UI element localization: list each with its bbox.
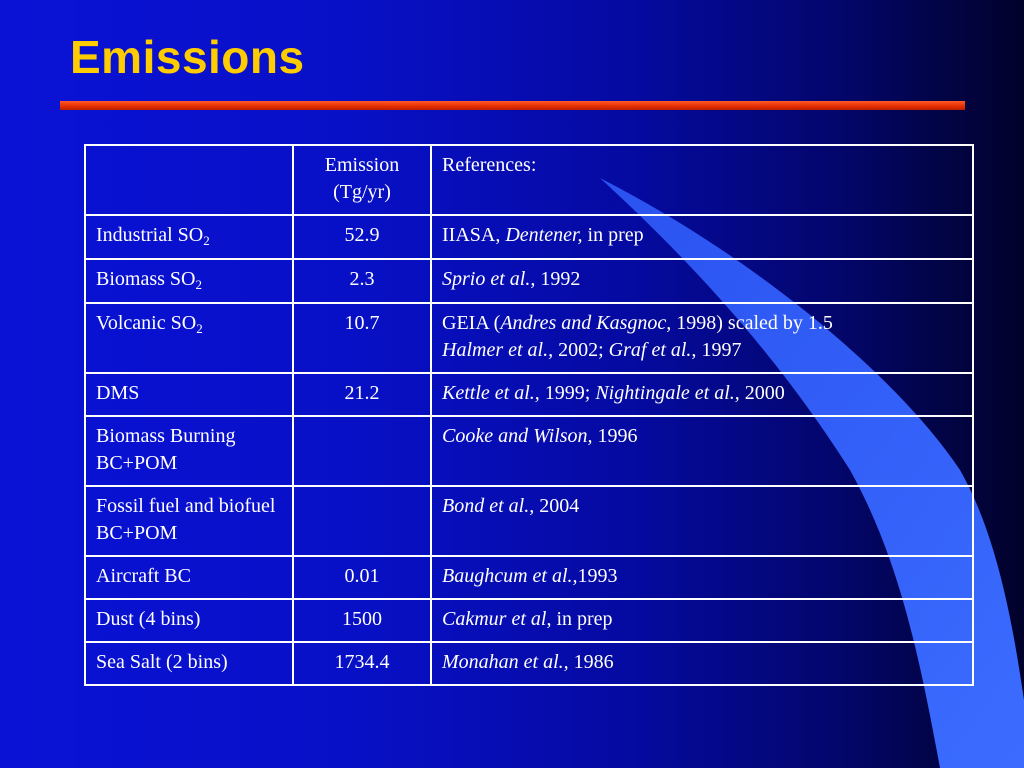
reference-line: [442, 222, 962, 249]
reference-text: , in prep: [546, 608, 613, 630]
source-name: Sea Salt (2 bins): [96, 651, 228, 673]
reference-text: Nightingale et al.,: [595, 382, 740, 404]
reference-text: Baughcum et al.,: [442, 565, 578, 587]
emission-value: 10.7: [293, 303, 431, 373]
source-name-cell: [85, 373, 293, 416]
reference-line: [442, 649, 962, 676]
source-name: Aircraft BC: [96, 565, 191, 587]
subscript: 2: [195, 277, 202, 292]
reference-cell: [431, 556, 973, 599]
reference-cell: [431, 416, 973, 486]
reference-text: 1997: [696, 339, 742, 361]
table-body: [85, 215, 973, 685]
reference-line: [442, 563, 962, 590]
reference-line: [442, 380, 962, 407]
reference-text: Andres and Kasgnoc,: [500, 312, 672, 334]
emission-value: 52.9: [293, 215, 431, 259]
reference-text: Sprio et al.,: [442, 268, 536, 290]
reference-text: 2002;: [553, 339, 609, 361]
reference-text: Cakmur et al: [442, 608, 547, 630]
table-row: [85, 642, 973, 685]
emissions-table: [84, 144, 974, 686]
reference-line: [442, 266, 962, 293]
header-emission: Emission (Tg/yr): [293, 145, 431, 215]
reference-cell: [431, 259, 973, 303]
reference-text: Halmer et al.,: [442, 339, 554, 361]
reference-text: 1993: [577, 565, 618, 587]
reference-text: Graf et al.,: [608, 339, 697, 361]
source-name-cell: [85, 303, 293, 373]
reference-text: 2000: [739, 382, 785, 404]
emission-value: [293, 416, 431, 486]
reference-text: 1992: [535, 268, 581, 290]
table-row: [85, 556, 973, 599]
source-name: DMS: [96, 382, 140, 404]
reference-cell: [431, 486, 973, 556]
source-name-cell: [85, 642, 293, 685]
source-name-cell: [85, 556, 293, 599]
source-name-cell: [85, 215, 293, 259]
title-underline: [60, 101, 965, 110]
emission-value: 2.3: [293, 259, 431, 303]
subscript: 2: [196, 321, 203, 336]
table-row: [85, 599, 973, 642]
slide-title: Emissions: [70, 31, 305, 83]
subscript: 2: [203, 233, 210, 248]
source-name-cell: [85, 259, 293, 303]
reference-cell: [431, 215, 973, 259]
reference-line: [442, 423, 962, 450]
source-name-cell: [85, 416, 293, 486]
reference-text: 1996: [592, 425, 638, 447]
reference-line: [442, 310, 962, 337]
emission-value: [293, 486, 431, 556]
source-name: Industrial SO: [96, 224, 204, 246]
source-name: Biomass SO: [96, 268, 196, 290]
emission-value: 1734.4: [293, 642, 431, 685]
table-header-row: [85, 145, 973, 215]
reference-text: Bond et al.,: [442, 495, 535, 517]
header-references: References:: [431, 145, 973, 215]
reference-text: in prep: [582, 224, 644, 246]
reference-cell: [431, 642, 973, 685]
reference-text: 1986: [568, 651, 614, 673]
emission-value: 1500: [293, 599, 431, 642]
reference-line: [442, 337, 962, 364]
reference-cell: [431, 303, 973, 373]
source-name: Biomass Burning BC+POM: [96, 425, 236, 474]
table-row: [85, 416, 973, 486]
reference-cell: [431, 373, 973, 416]
source-name: Fossil fuel and biofuel BC+POM: [96, 495, 276, 544]
header-empty-cell: [85, 145, 293, 215]
reference-text: Cooke and Wilson,: [442, 425, 593, 447]
source-name: Dust (4 bins): [96, 608, 201, 630]
source-name-cell: [85, 486, 293, 556]
reference-cell: [431, 599, 973, 642]
table-row: [85, 215, 973, 259]
reference-text: Dentener,: [505, 224, 583, 246]
table-row: [85, 486, 973, 556]
emission-value: 0.01: [293, 556, 431, 599]
reference-text: GEIA (: [442, 312, 501, 334]
source-name-cell: [85, 599, 293, 642]
reference-text: Monahan et al.,: [442, 651, 569, 673]
reference-text: Kettle et al.,: [442, 382, 540, 404]
reference-text: 2004: [534, 495, 580, 517]
source-name: Volcanic SO: [96, 312, 197, 334]
reference-line: [442, 606, 962, 633]
reference-text: 1999;: [539, 382, 596, 404]
emission-value: 21.2: [293, 373, 431, 416]
reference-line: [442, 493, 962, 520]
table-row: [85, 259, 973, 303]
table-row: [85, 373, 973, 416]
reference-text: 1998) scaled by 1.5: [671, 312, 833, 334]
table-row: [85, 303, 973, 373]
reference-text: IIASA,: [442, 224, 506, 246]
